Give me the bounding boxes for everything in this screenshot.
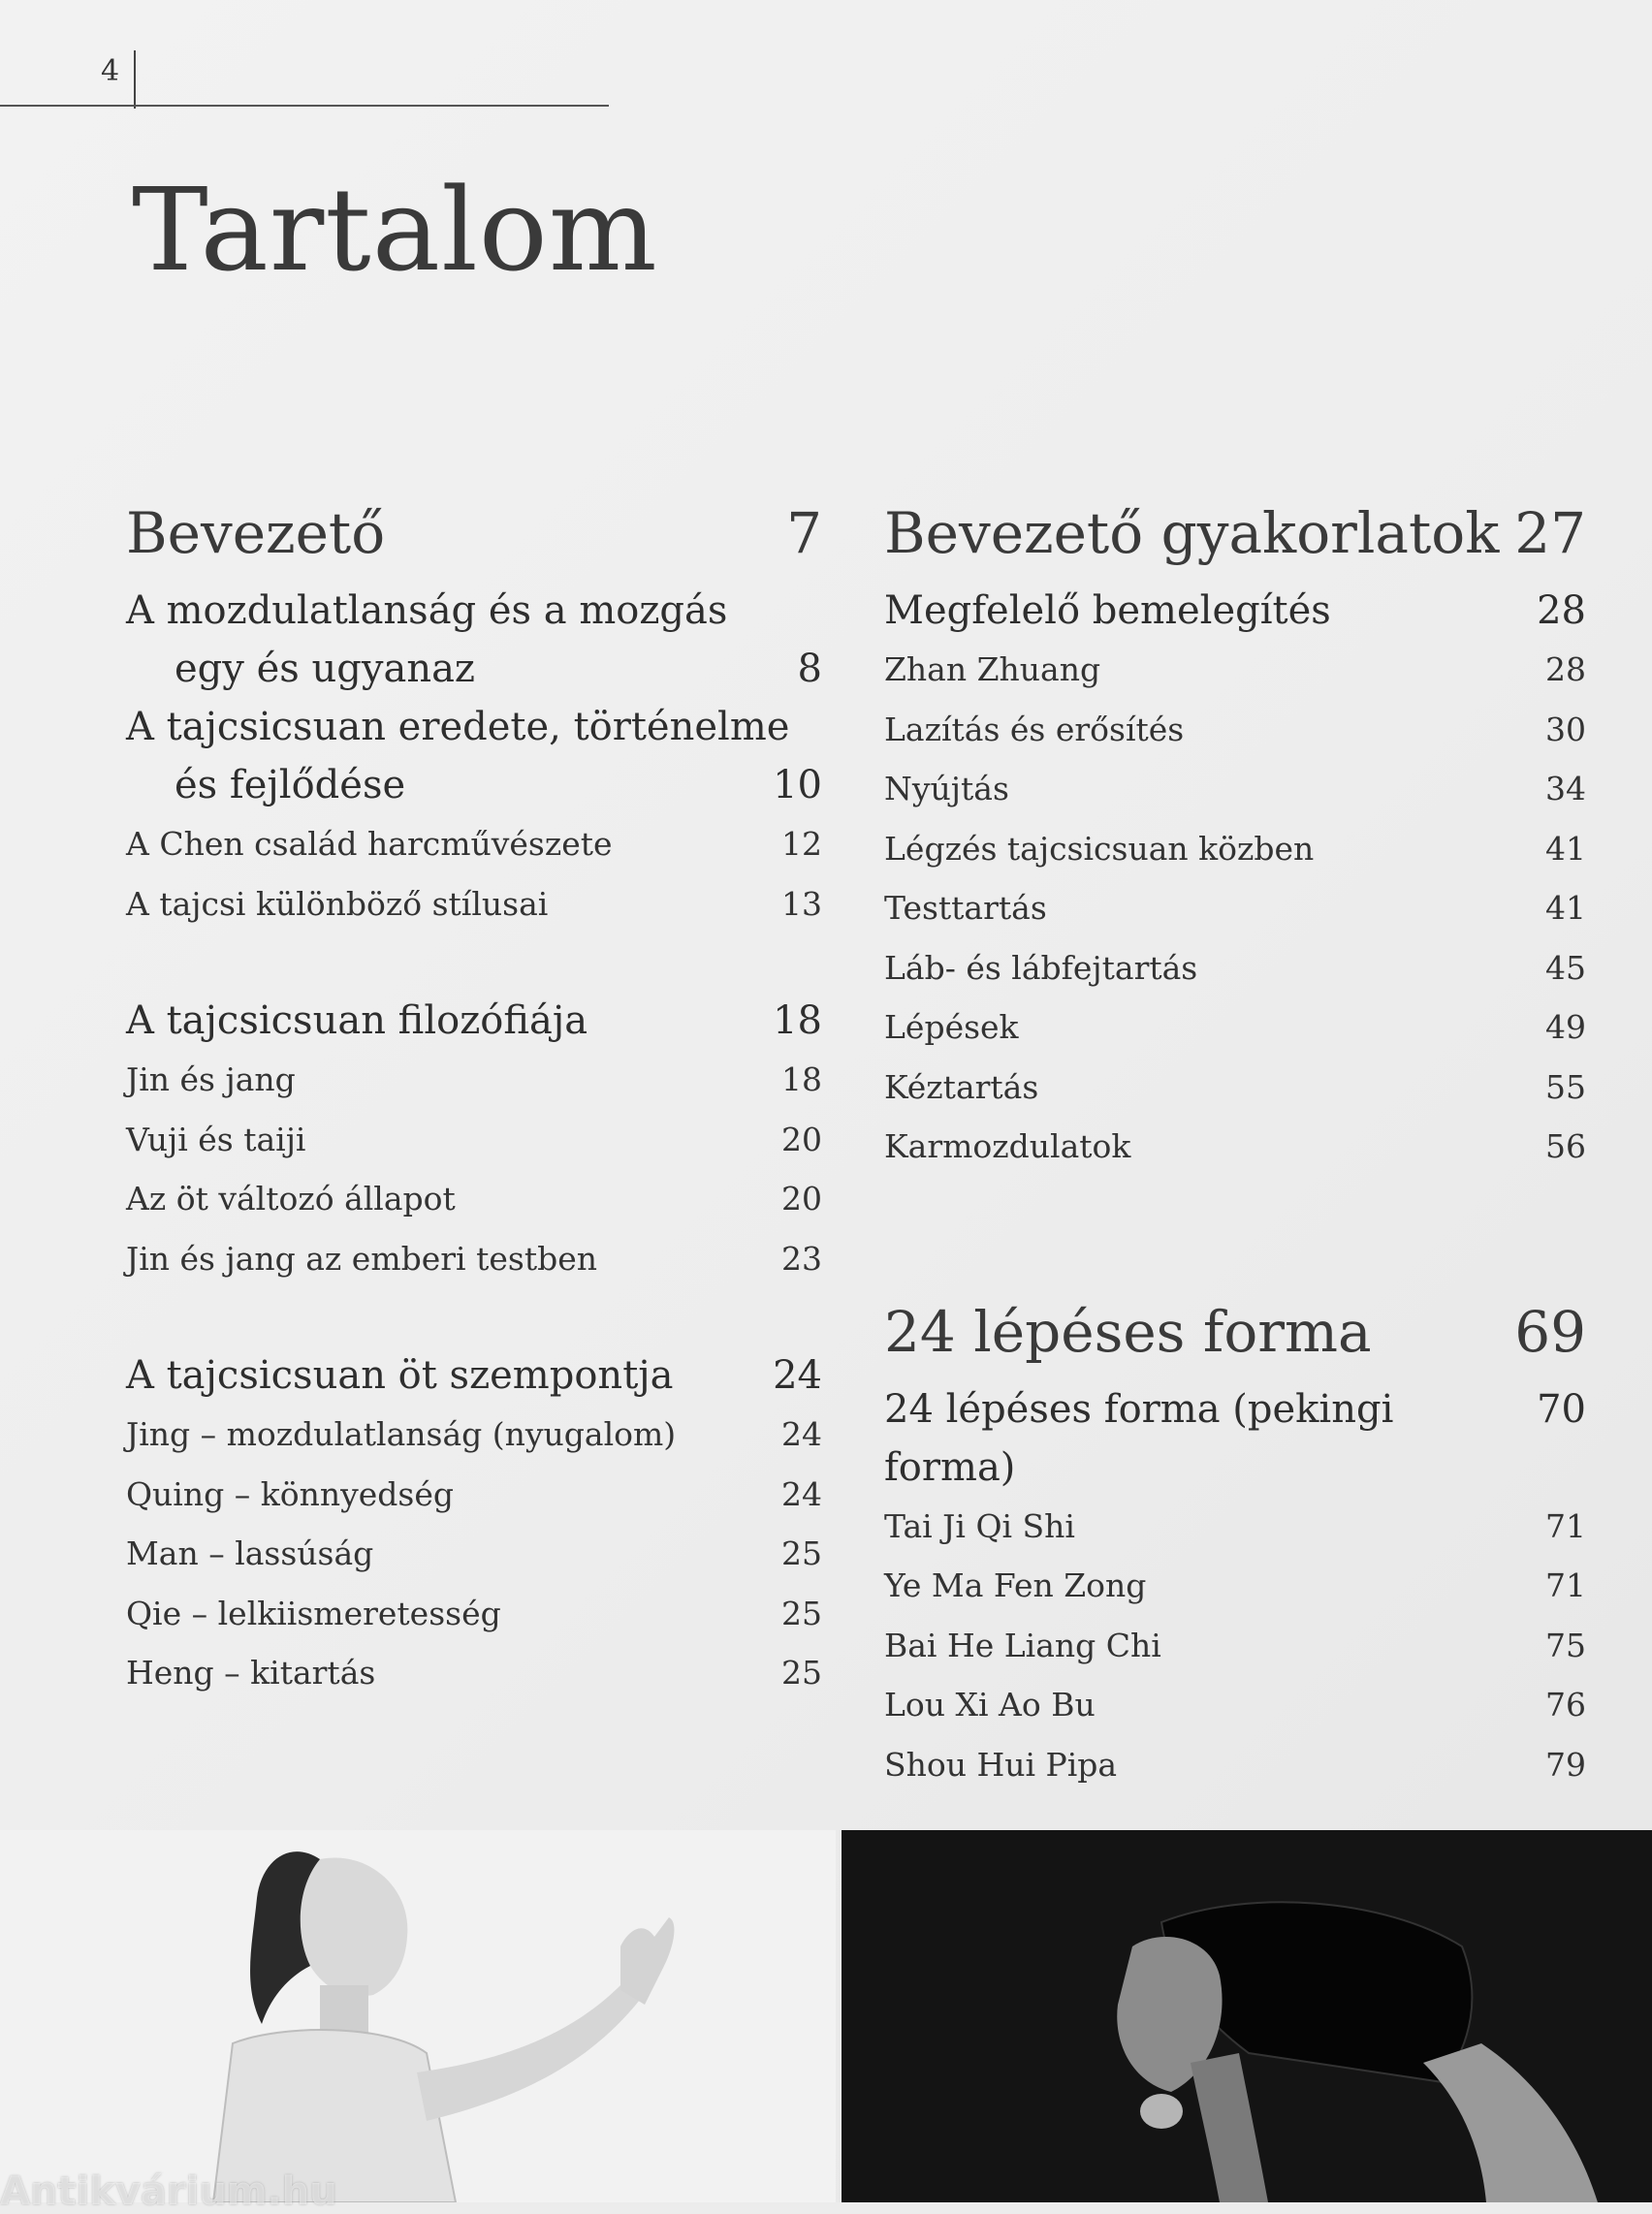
toc-subsection xyxy=(126,1110,822,1170)
toc-chapter xyxy=(884,1283,1586,1380)
toc-page-number: 18 xyxy=(781,1060,822,1098)
toc-section xyxy=(884,1380,1586,1497)
toc-page-number: 20 xyxy=(781,1120,822,1158)
photo-stretching xyxy=(842,1830,1652,2202)
toc-subsection xyxy=(126,1405,822,1465)
toc-subsection xyxy=(884,1556,1586,1616)
toc-entry-title: Heng – kitartás xyxy=(126,1654,376,1692)
toc-entry-title: Bevezető xyxy=(126,500,386,566)
toc-entry-title: A mozdulatlanság és a mozgás xyxy=(126,588,728,633)
header-rule xyxy=(0,105,609,107)
toc-entry-title: Légzés tajcsicsuan közben xyxy=(884,829,1315,868)
toc-page-number: 25 xyxy=(781,1534,822,1572)
toc-page-number: 10 xyxy=(773,763,822,807)
toc-subsection xyxy=(126,1524,822,1584)
toc-chapter xyxy=(884,485,1586,582)
toc-section xyxy=(126,698,822,756)
toc-page-number: 30 xyxy=(1545,710,1586,748)
toc-entry-title: Lépések xyxy=(884,1008,1019,1046)
toc-section xyxy=(126,582,822,640)
toc-entry-title: egy és ugyanaz xyxy=(175,647,475,691)
toc-section xyxy=(884,582,1586,640)
toc-entry-title: Bai He Liang Chi xyxy=(884,1626,1161,1664)
toc-subsection xyxy=(884,997,1586,1058)
toc-entry-title: Megfelelő bemelegítés xyxy=(884,588,1331,633)
toc-entry-title: 24 lépéses forma (pekingi forma) xyxy=(884,1386,1394,1490)
toc-page-number: 24 xyxy=(773,1353,822,1398)
toc-entry-title: Lou Xi Ao Bu xyxy=(884,1686,1096,1724)
toc-subsection xyxy=(126,874,822,934)
toc-section xyxy=(126,640,822,698)
toc-page-number: 8 xyxy=(797,647,822,691)
toc-entry-title: Ye Ma Fen Zong xyxy=(884,1566,1147,1604)
toc-subsection xyxy=(126,1229,822,1289)
toc-page-number: 41 xyxy=(1545,889,1586,927)
toc-entry-title: A tajcsi különböző stílusai xyxy=(126,884,549,923)
toc-entry-title: Vuji és taiji xyxy=(126,1120,306,1158)
toc-subsection xyxy=(884,1616,1586,1676)
toc-page-number: 7 xyxy=(786,500,822,566)
toc-subsection xyxy=(126,1050,822,1110)
toc-spacer xyxy=(884,1177,1586,1283)
photo-woman-tai-chi xyxy=(0,1830,836,2202)
toc-subsection xyxy=(884,878,1586,938)
toc-entry-title: A tajcsicsuan öt szempontja xyxy=(126,1353,674,1398)
toc-page-number: 76 xyxy=(1545,1686,1586,1724)
toc-page-number: 75 xyxy=(1545,1626,1586,1664)
toc-subsection xyxy=(884,700,1586,760)
toc-page-number: 69 xyxy=(1514,1298,1586,1365)
toc-page-number: 23 xyxy=(781,1239,822,1278)
toc-entry-title: 24 lépéses forma xyxy=(884,1298,1372,1365)
toc-entry-title: Nyújtás xyxy=(884,770,1009,807)
toc-subsection xyxy=(126,1169,822,1229)
toc-section xyxy=(126,756,822,814)
toc-subsection xyxy=(884,1735,1586,1795)
toc-entry-title: Az öt változó állapot xyxy=(126,1180,456,1218)
toc-page-number: 45 xyxy=(1545,948,1586,987)
toc-page-number: 24 xyxy=(781,1415,822,1453)
toc-left-column xyxy=(126,485,822,1703)
toc-page-number: 24 xyxy=(781,1474,822,1513)
toc-entry-title: Zhan Zhuang xyxy=(884,650,1101,688)
toc-page-number: 70 xyxy=(1537,1386,1586,1432)
toc-entry-title: Man – lassúság xyxy=(126,1534,374,1572)
toc-page-number: 20 xyxy=(781,1180,822,1218)
toc-subsection xyxy=(884,1675,1586,1735)
toc-page-number: 25 xyxy=(781,1594,822,1632)
watermark-text: Antikvárium.hu xyxy=(0,2169,337,2214)
toc-right-column xyxy=(884,485,1586,1794)
toc-entry-title: A Chen család harcművészete xyxy=(126,825,613,863)
page-title: Tartalom xyxy=(132,163,658,297)
toc-subsection xyxy=(884,759,1586,819)
toc-entry-title: A tajcsicsuan eredete, történelme xyxy=(126,705,790,749)
toc-page-number: 27 xyxy=(1514,500,1586,566)
page-number: 4 xyxy=(101,54,120,88)
toc-page-number: 34 xyxy=(1545,770,1586,807)
toc-entry-title: Quing – könnyedség xyxy=(126,1474,454,1513)
toc-entry-title: Bevezető gyakorlatok xyxy=(884,500,1500,566)
toc-page-number: 71 xyxy=(1545,1506,1586,1545)
toc-page-number: 41 xyxy=(1545,829,1586,868)
toc-page-number: 18 xyxy=(773,998,822,1043)
toc-entry-title: Qie – lelkiismeretesség xyxy=(126,1594,501,1632)
toc-subsection xyxy=(884,1058,1586,1118)
toc-entry-title: Láb- és lábfejtartás xyxy=(884,948,1198,987)
toc-subsection xyxy=(126,1465,822,1525)
toc-spacer xyxy=(126,1288,822,1346)
toc-entry-title: Karmozdulatok xyxy=(884,1127,1131,1165)
toc-subsection xyxy=(126,1584,822,1644)
page-number-divider xyxy=(134,50,136,109)
toc-entry-title: Kéztartás xyxy=(884,1067,1039,1106)
woman-tai-chi-illustration xyxy=(0,1830,836,2202)
toc-page-number: 28 xyxy=(1545,650,1586,688)
toc-page-number: 28 xyxy=(1537,588,1586,633)
stretching-illustration xyxy=(842,1830,1652,2202)
toc-subsection xyxy=(884,1117,1586,1177)
toc-entry-title: Jing – mozdulatlanság (nyugalom) xyxy=(126,1415,677,1453)
toc-entry-title: Tai Ji Qi Shi xyxy=(884,1506,1075,1545)
toc-subsection xyxy=(884,819,1586,879)
toc-page-number: 25 xyxy=(781,1654,822,1692)
toc-section xyxy=(126,992,822,1050)
toc-subsection xyxy=(884,938,1586,998)
toc-spacer xyxy=(126,933,822,992)
toc-subsection xyxy=(126,814,822,874)
toc-page-number: 49 xyxy=(1545,1008,1586,1046)
toc-entry-title: Jin és jang az emberi testben xyxy=(126,1239,597,1278)
toc-chapter xyxy=(126,485,822,582)
toc-subsection xyxy=(884,640,1586,700)
toc-entry-title: Testtartás xyxy=(884,889,1047,927)
toc-entry-title: és fejlődése xyxy=(175,763,406,807)
toc-page-number: 56 xyxy=(1545,1127,1586,1165)
toc-entry-title: Shou Hui Pipa xyxy=(884,1745,1118,1784)
toc-subsection xyxy=(884,1497,1586,1557)
toc-section xyxy=(126,1346,822,1405)
toc-entry-title: A tajcsicsuan filozófiája xyxy=(126,998,588,1043)
toc-page-number: 55 xyxy=(1545,1067,1586,1106)
toc-page-number: 79 xyxy=(1545,1745,1586,1784)
toc-entry-title: Jin és jang xyxy=(126,1060,296,1098)
toc-subsection xyxy=(126,1643,822,1703)
toc-page-number: 13 xyxy=(781,884,822,923)
toc-page-number: 71 xyxy=(1545,1566,1586,1604)
toc-page-number: 12 xyxy=(781,825,822,863)
toc-entry-title: Lazítás és erősítés xyxy=(884,710,1185,748)
